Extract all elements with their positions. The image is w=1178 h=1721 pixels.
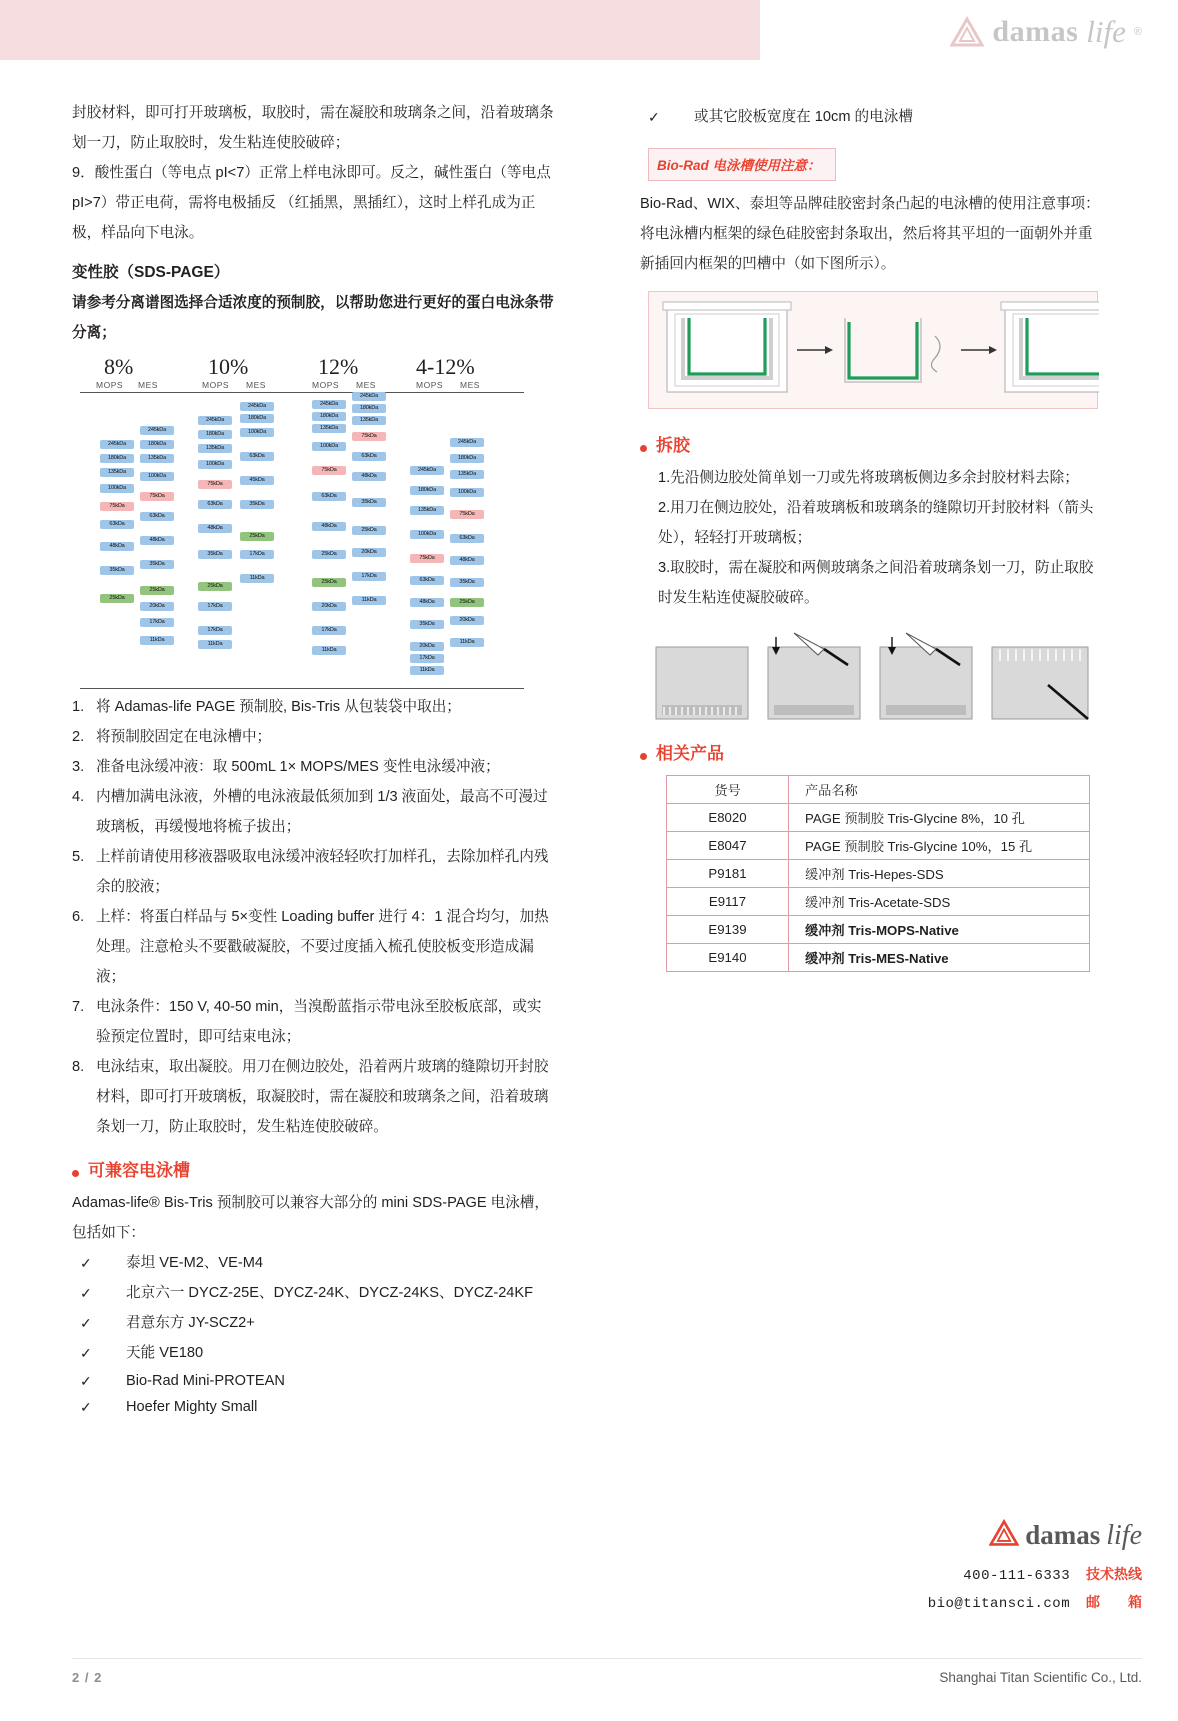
cell-code: P9181 [667, 860, 789, 888]
company-name: Shanghai Titan Scientific Co., Ltd. [939, 1670, 1142, 1685]
step-number: 6. [72, 909, 85, 925]
section-heading-related-products [640, 743, 1100, 765]
gel-separation-chart: 8% 10% 12% 4-12% MOPS MES MOPS MES MOPS MES MOPS MES 245kDa 180kDa 135kDa 100kDa 75kDa 63kDa 48kDa 35kDa 25kDa 245kDa 180kDa 135kDa 100kDa 75kDa 63kDa 48kDa 35kDa 25kDa 20kDa 17kDa 11kDa 245kDa 180kDa 135kDa 100kDa 75kDa 63kDa 48kDa 35kDa 25kDa 17kDa 17kDa 11kDa 245kDa 180kDa 100kDa 63kDa 45kDa 35kDa 25kDa 17kDa 11kDa 245kDa 180kDa 135kDa 100kDa 75kDa 63kDa 48kDa 25kDa 25kDa 20kDa 17kDa 11kDa 245kDa 180kDa 135kDa 75kDa 63kDa 48kDa 35kDa 25kDa 20kDa 17kDa 11kDa 245kDa 180kDa 135kDa 100kDa 75kDa 63kDa 48kDa 35kDa 20kDa 17kDa 11kDa 245kDa 180kDa 135kDa 100kDa 75kDa 63kDa 48kDa 35kDa 25kDa 20kDa 11kDa [80, 354, 524, 684]
list-item [72, 992, 554, 1052]
cell-code: E8020 [667, 804, 789, 832]
step-text: 电泳条件：150 V, 40-50 min，当溴酚蓝指示带电泳至胶板底部，或实验预定位置时，即可结束电泳； [96, 999, 542, 1045]
section-heading-label: 拆胶 [656, 436, 690, 455]
list-item [72, 1394, 554, 1420]
list-item [72, 842, 554, 902]
bullet-dot-icon [640, 753, 647, 760]
gel-lane-label-mops-10: MOPS [202, 380, 230, 390]
section-heading-gel-removal [640, 435, 1100, 457]
cell-code: E9140 [667, 944, 789, 972]
phone-label: 技术热线 [1086, 1566, 1142, 1582]
section-heading-compatible-tanks [72, 1160, 554, 1182]
triangle-logo-icon [950, 15, 984, 49]
triangle-logo-icon [989, 1518, 1019, 1553]
step-text: 将预制胶固定在电泳槽中； [96, 729, 272, 745]
step-number: 1. [72, 699, 85, 715]
note-label-text: Bio-Rad 电泳槽使用注意： [657, 158, 821, 173]
step-number: 7. [72, 999, 85, 1015]
compat-item-label: Bio-Rad Mini-PROTEAN [126, 1373, 285, 1389]
section-heading-label: 相关产品 [656, 744, 724, 763]
table-row [667, 944, 1090, 972]
check-icon: ✓ [648, 109, 660, 125]
column-header-name: 产品名称 [789, 776, 1090, 804]
paragraph-continued: 封胶材料，即可打开玻璃板，取胶时，需在凝胶和玻璃条之间，沿着玻璃条划一刀，防止取胶时，发生粘连使胶破碎； [72, 105, 554, 151]
table-row [667, 860, 1090, 888]
step-number: 5. [72, 849, 85, 865]
page-header [0, 0, 1178, 70]
table-row [667, 804, 1090, 832]
page-number: 2 / 2 [72, 1670, 103, 1685]
compat-item-label: 泰坦 VE-M2、VE-M4 [126, 1255, 264, 1271]
step-number: 4. [72, 789, 85, 805]
brand-name-italic: life [1086, 14, 1126, 49]
gel-pct-4-12: 4-12% [416, 354, 475, 379]
header-color-band [0, 0, 760, 60]
seal-strip-diagram [648, 291, 1098, 409]
list-item [640, 102, 1100, 132]
step-text: 上样前请使用移液器吸取电泳缓冲液轻轻吹打加样孔，去除加样孔内残余的胶液； [96, 849, 549, 895]
gel-lane-label-mes-10: MES [246, 380, 266, 390]
gel-lane-label-mops-12: MOPS [312, 380, 340, 390]
list-item [72, 1278, 554, 1308]
section-subtitle-sds-page: 请参考分离谱图选择合适浓度的预制胶，以帮助您进行更好的蛋白电泳条带分离； [72, 295, 554, 341]
cell-name: PAGE 预制胶 Tris-Glycine 10%，15 孔 [789, 832, 1090, 860]
list-item [72, 1368, 554, 1394]
list-item [72, 1338, 554, 1368]
footer-brand-name: damas [1025, 1520, 1101, 1550]
phone-number: 400-111-6333 [963, 1568, 1071, 1584]
list-item [72, 1308, 554, 1338]
cell-name: 缓冲剂 Tris-MOPS-Native [789, 916, 1090, 944]
cell-name: PAGE 预制胶 Tris-Glycine 8%，10 孔 [789, 804, 1090, 832]
brand-name: damas [992, 15, 1079, 48]
note-body-text: Bio-Rad、WIX、泰坦等品牌硅胶密封条凸起的电泳槽的使用注意事项：将电泳槽内框架的绿色硅胶密封条取出，然后将其平坦的一面朝外并重新插回内框架的凹槽中（如下图所示）。 [640, 196, 1100, 272]
compat-item-label-last: 或其它胶板宽度在 10cm 的电泳槽 [694, 109, 913, 125]
list-item [72, 782, 554, 842]
cell-code: E9117 [667, 888, 789, 916]
compat-item-label: 北京六一 DYCZ-25E、DYCZ-24K、DYCZ-24KS、DYCZ-24KF [126, 1285, 534, 1301]
gel-pct-8: 8% [104, 354, 134, 379]
step-text: 准备电泳缓冲液：取 500mL 1× MOPS/MES 变性电泳缓冲液； [96, 759, 500, 775]
step-number: 3. [72, 759, 85, 775]
list-item [72, 1248, 554, 1278]
gel-removal-step-1: 1.先沿侧边胶处简单划一刀或先将玻璃板侧边多余封胶材料去除； [658, 470, 1079, 486]
list-item [72, 722, 554, 752]
cell-code: E9139 [667, 916, 789, 944]
gel-lane-label-mops-8: MOPS [96, 380, 124, 390]
cell-code: E8047 [667, 832, 789, 860]
table-row [667, 888, 1090, 916]
gel-lane-label-mes-12: MES [356, 380, 376, 390]
sds-page-steps-list [72, 692, 554, 1142]
footer-contact [928, 1561, 1142, 1617]
check-icon: ✓ [80, 1285, 92, 1301]
list-item [72, 902, 554, 992]
footer-brand-logo [989, 1518, 1142, 1553]
gel-removal-step-2: 2.用刀在侧边胶处，沿着玻璃板和玻璃条的缝隙切开封胶材料（箭头处），轻轻打开玻璃板； [658, 500, 1094, 546]
gel-chart-bottom-rule [80, 688, 524, 689]
step-text: 上样：将蛋白样品与 5×变性 Loading buffer 进行 4：1 混合均匀，加热处理。注意枪头不要戳破凝胶，不要过度插入梳孔使胶板变形造成漏液； [96, 909, 549, 985]
note-label-box [648, 148, 836, 181]
gel-pct-10: 10% [208, 354, 249, 379]
cell-name: 缓冲剂 Tris-Hepes-SDS [789, 860, 1090, 888]
bullet-dot-icon [72, 1170, 79, 1177]
compatible-intro-text: Adamas-life® Bis-Tris 预制胶可以兼容大部分的 mini SDS-PAGE 电泳槽，包括如下： [72, 1195, 549, 1241]
table-header-row [667, 776, 1090, 804]
brand-logo [950, 14, 1142, 50]
gel-removal-step-3: 3.取胶时，需在凝胶和两侧玻璃条之间沿着玻璃条划一刀，防止取胶时发生粘连使凝胶破碎。 [658, 560, 1094, 606]
bullet-dot-icon [640, 445, 647, 452]
gel-lane-label-mes-412: MES [460, 380, 480, 390]
section-heading-label: 可兼容电泳槽 [88, 1161, 190, 1180]
related-products-table [666, 775, 1090, 972]
section-title-sds-page: 变性胶（SDS-PAGE） [72, 264, 230, 281]
list-item [72, 692, 554, 722]
email-label: 邮 箱 [1086, 1594, 1142, 1610]
list-item [72, 1052, 554, 1142]
column-header-code: 货号 [667, 776, 789, 804]
list-item [72, 752, 554, 782]
contact-email-row [928, 1589, 1142, 1617]
gel-lane-label-mes-8: MES [138, 380, 158, 390]
gel-pct-12: 12% [318, 354, 359, 379]
right-column [640, 98, 1100, 972]
contact-phone-row [928, 1561, 1142, 1589]
step-text: 电泳结束，取出凝胶。用刀在侧边胶处，沿着两片玻璃的缝隙切开封胶材料，即可打开玻璃板，取凝胶时，需在凝胶和玻璃条之间，沿着玻璃条划一刀，防止取胶时，发生粘连使胶破碎。 [96, 1059, 549, 1135]
gel-removal-diagram [648, 627, 1098, 727]
step-number: 8. [72, 1059, 85, 1075]
table-row [667, 832, 1090, 860]
footer-divider [72, 1658, 1142, 1659]
footer-brand-name-italic: life [1106, 1519, 1142, 1551]
compat-item-label: Hoefer Mighty Small [126, 1399, 258, 1415]
paragraph-acidic-protein: 9．酸性蛋白（等电点 pI<7）正常上样电泳即可。反之，碱性蛋白（等电点 pI>7）带正电荷，需将电极插反 （红插黑，黑插红），这时上样孔成为正极，样品向下电泳。 [72, 165, 551, 241]
step-text: 将 Adamas-life PAGE 预制胶, Bis-Tris 从包装袋中取出； [96, 699, 461, 715]
step-text: 内槽加满电泳液，外槽的电泳液最低须加到 1/3 液面处，最高不可漫过玻璃板，再缓慢地将梳子拔出； [96, 789, 548, 835]
email-address[interactable]: bio@titansci.com [927, 1596, 1071, 1612]
compat-item-label: 天能 VE180 [126, 1345, 204, 1361]
left-column [72, 98, 554, 1420]
gel-lane-label-mops-412: MOPS [416, 380, 444, 390]
cell-name: 缓冲剂 Tris-Acetate-SDS [789, 888, 1090, 916]
check-icon: ✓ [80, 1345, 92, 1361]
check-icon: ✓ [80, 1255, 92, 1271]
cell-name: 缓冲剂 Tris-MES-Native [789, 944, 1090, 972]
check-icon: ✓ [80, 1373, 92, 1389]
brand-registered-mark: ® [1133, 26, 1142, 38]
step-number: 2. [72, 729, 85, 745]
table-row [667, 916, 1090, 944]
check-icon: ✓ [80, 1399, 92, 1415]
check-icon: ✓ [80, 1315, 92, 1331]
gel-chart-top-rule [80, 392, 524, 393]
compat-item-label: 君意东方 JY-SCZ2+ [126, 1315, 255, 1331]
